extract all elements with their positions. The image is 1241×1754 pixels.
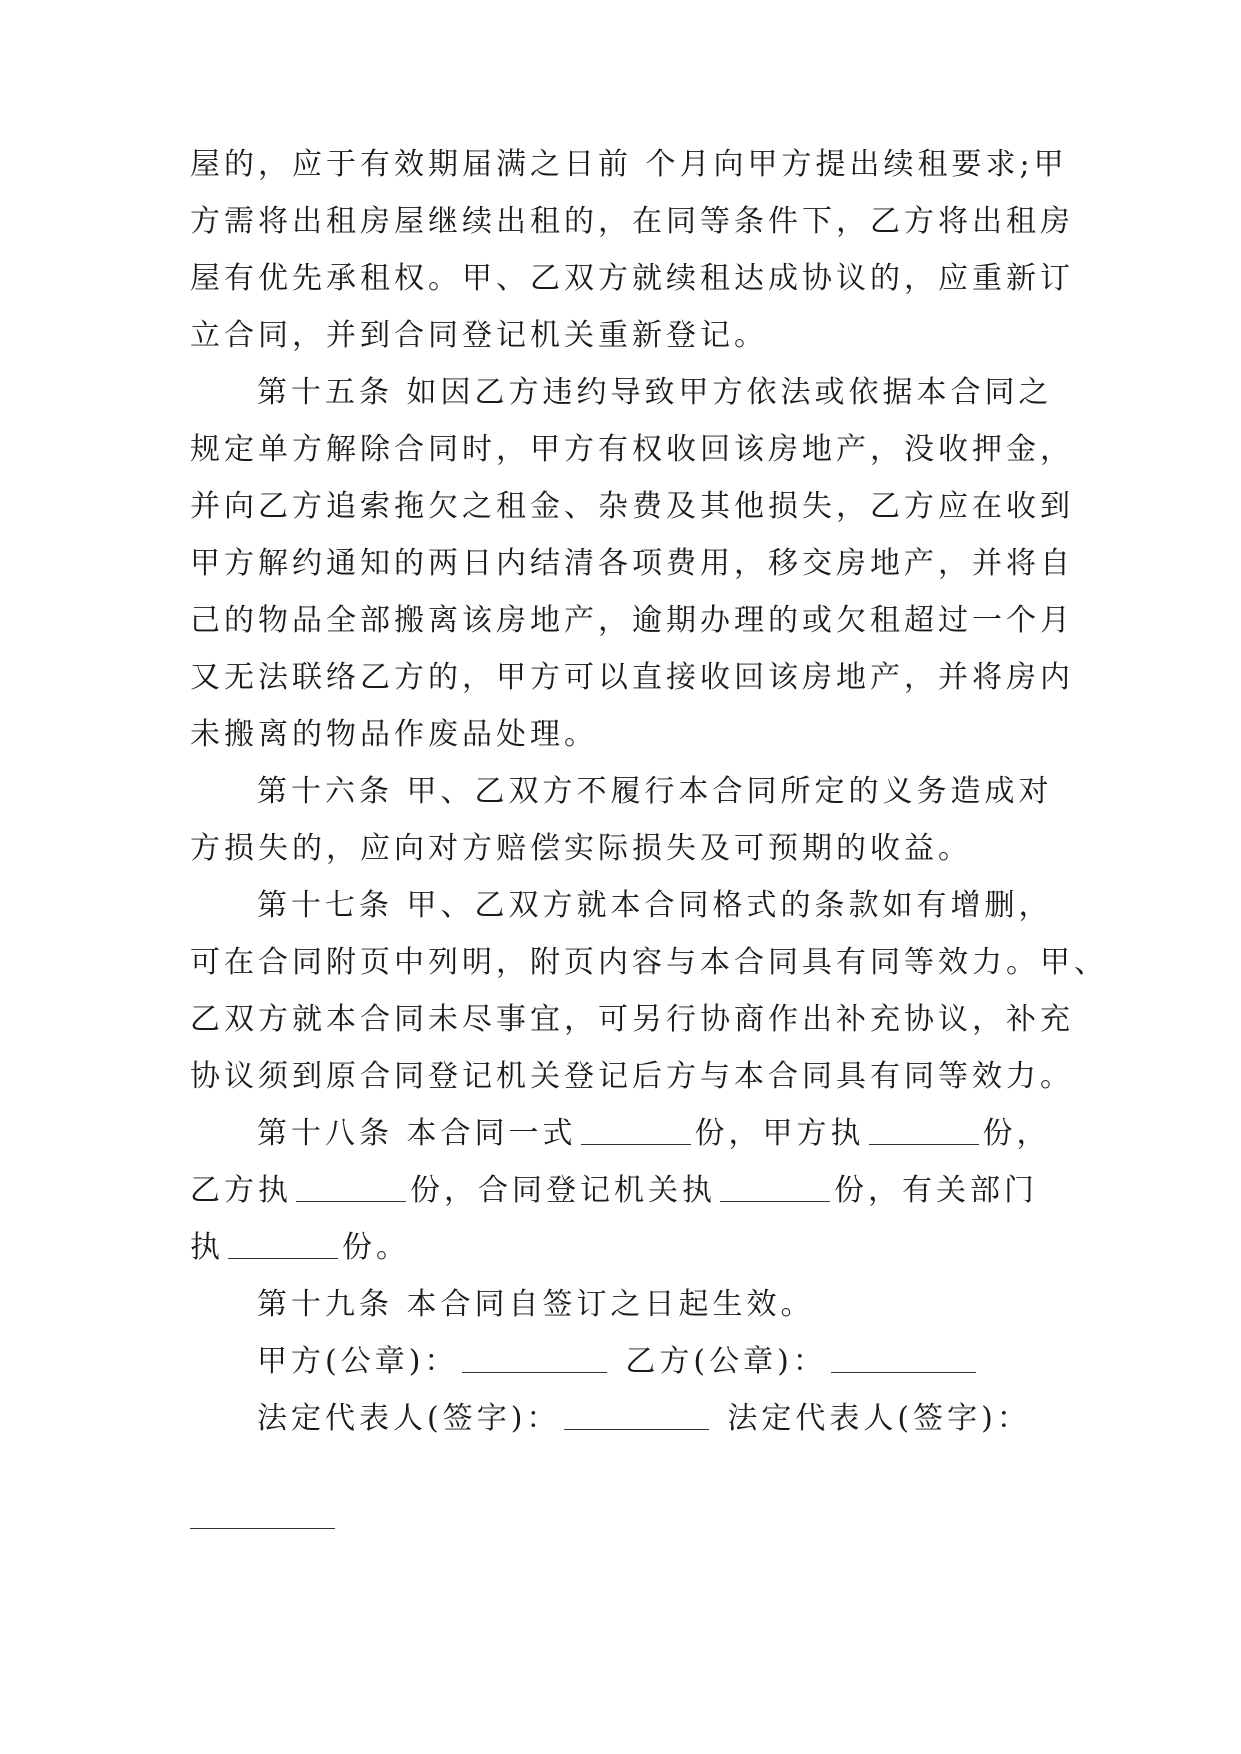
article-18-registry-unit: 份，有关部门 xyxy=(834,1173,1038,1208)
article-18-prefix: 第十八条 本合同一式 xyxy=(257,1116,577,1151)
text-line: 方损失的，应向对方赔偿实际损失及可预期的收益。 xyxy=(190,831,972,866)
article-18-line-2 xyxy=(190,1171,1038,1211)
article-18-line-3 xyxy=(190,1228,410,1268)
party-b-seal-label: 乙方(公章)： xyxy=(625,1344,827,1379)
article-18-dept-unit: 份。 xyxy=(342,1230,410,1265)
text-line: 并向乙方追索拖欠之租金、杂费及其他损失，乙方应在收到 xyxy=(190,489,1074,524)
article-17-heading: 第十七条 甲、乙双方就本合同格式的条款如有增删， xyxy=(257,888,1053,923)
text-line: 又无法联络乙方的，甲方可以直接收回该房地产，并将房内 xyxy=(190,660,1074,695)
legal-rep-line xyxy=(257,1399,1031,1439)
legal-rep-a-label: 法定代表人(签字)： xyxy=(257,1401,561,1436)
text-line: 甲方解约通知的两日内结清各项费用，移交房地产，并将自 xyxy=(190,546,1074,581)
party-b-copies-blank[interactable] xyxy=(296,1171,406,1202)
seal-line xyxy=(257,1342,980,1382)
article-18-copies-unit: 份，甲方执 xyxy=(694,1116,865,1151)
article-18-party-a-unit: 份， xyxy=(982,1116,1051,1151)
party-b-seal-blank[interactable] xyxy=(831,1342,976,1373)
article-18-party-b-unit: 份，合同登记机关执 xyxy=(410,1173,716,1208)
legal-rep-b-blank[interactable] xyxy=(190,1528,335,1529)
text-line: 乙双方就本合同未尽事宜，可另行协商作出补充协议，补充 xyxy=(190,1002,1074,1037)
text-line: 己的物品全部搬离该房地产，逾期办理的或欠租超过一个月 xyxy=(190,603,1074,638)
text-line: 立合同，并到合同登记机关重新登记。 xyxy=(190,318,768,353)
text-line: 协议须到原合同登记机关登记后方与本合同具有同等效力。 xyxy=(190,1059,1074,1094)
article-18-line-1 xyxy=(257,1114,1051,1154)
text-line: 未搬离的物品作废品处理。 xyxy=(190,717,598,752)
party-a-seal-blank[interactable] xyxy=(462,1342,607,1373)
text-line: 方需将出租房屋继续出租的，在同等条件下，乙方将出租房 xyxy=(190,204,1074,239)
legal-rep-a-blank[interactable] xyxy=(564,1399,709,1430)
article-16-heading: 第十六条 甲、乙双方不履行本合同所定的义务造成对 xyxy=(257,774,1053,809)
copies-total-blank[interactable] xyxy=(581,1114,691,1145)
article-18-party-b-prefix: 乙方执 xyxy=(190,1173,292,1208)
dept-copies-blank[interactable] xyxy=(228,1228,338,1259)
article-15-heading: 第十五条 如因乙方违约导致甲方依法或依据本合同之 xyxy=(257,375,1053,410)
text-line: 屋有优先承租权。甲、乙双方就续租达成协议的，应重新订 xyxy=(190,261,1074,296)
article-18-dept-prefix: 执 xyxy=(190,1230,224,1265)
article-19: 第十九条 本合同自签订之日起生效。 xyxy=(257,1287,815,1322)
registry-copies-blank[interactable] xyxy=(720,1171,830,1202)
party-a-seal-label: 甲方(公章)： xyxy=(257,1344,459,1379)
text-line: 规定单方解除合同时，甲方有权收回该房地产，没收押金， xyxy=(190,432,1074,467)
text-line: 屋的，应于有效期届满之日前 个月向甲方提出续租要求;甲 xyxy=(190,147,1068,182)
legal-rep-b-label: 法定代表人(签字)： xyxy=(727,1401,1031,1436)
text-line: 可在合同附页中列明，附页内容与本合同具有同等效力。甲、 xyxy=(190,945,1108,980)
party-a-copies-blank[interactable] xyxy=(869,1114,979,1145)
